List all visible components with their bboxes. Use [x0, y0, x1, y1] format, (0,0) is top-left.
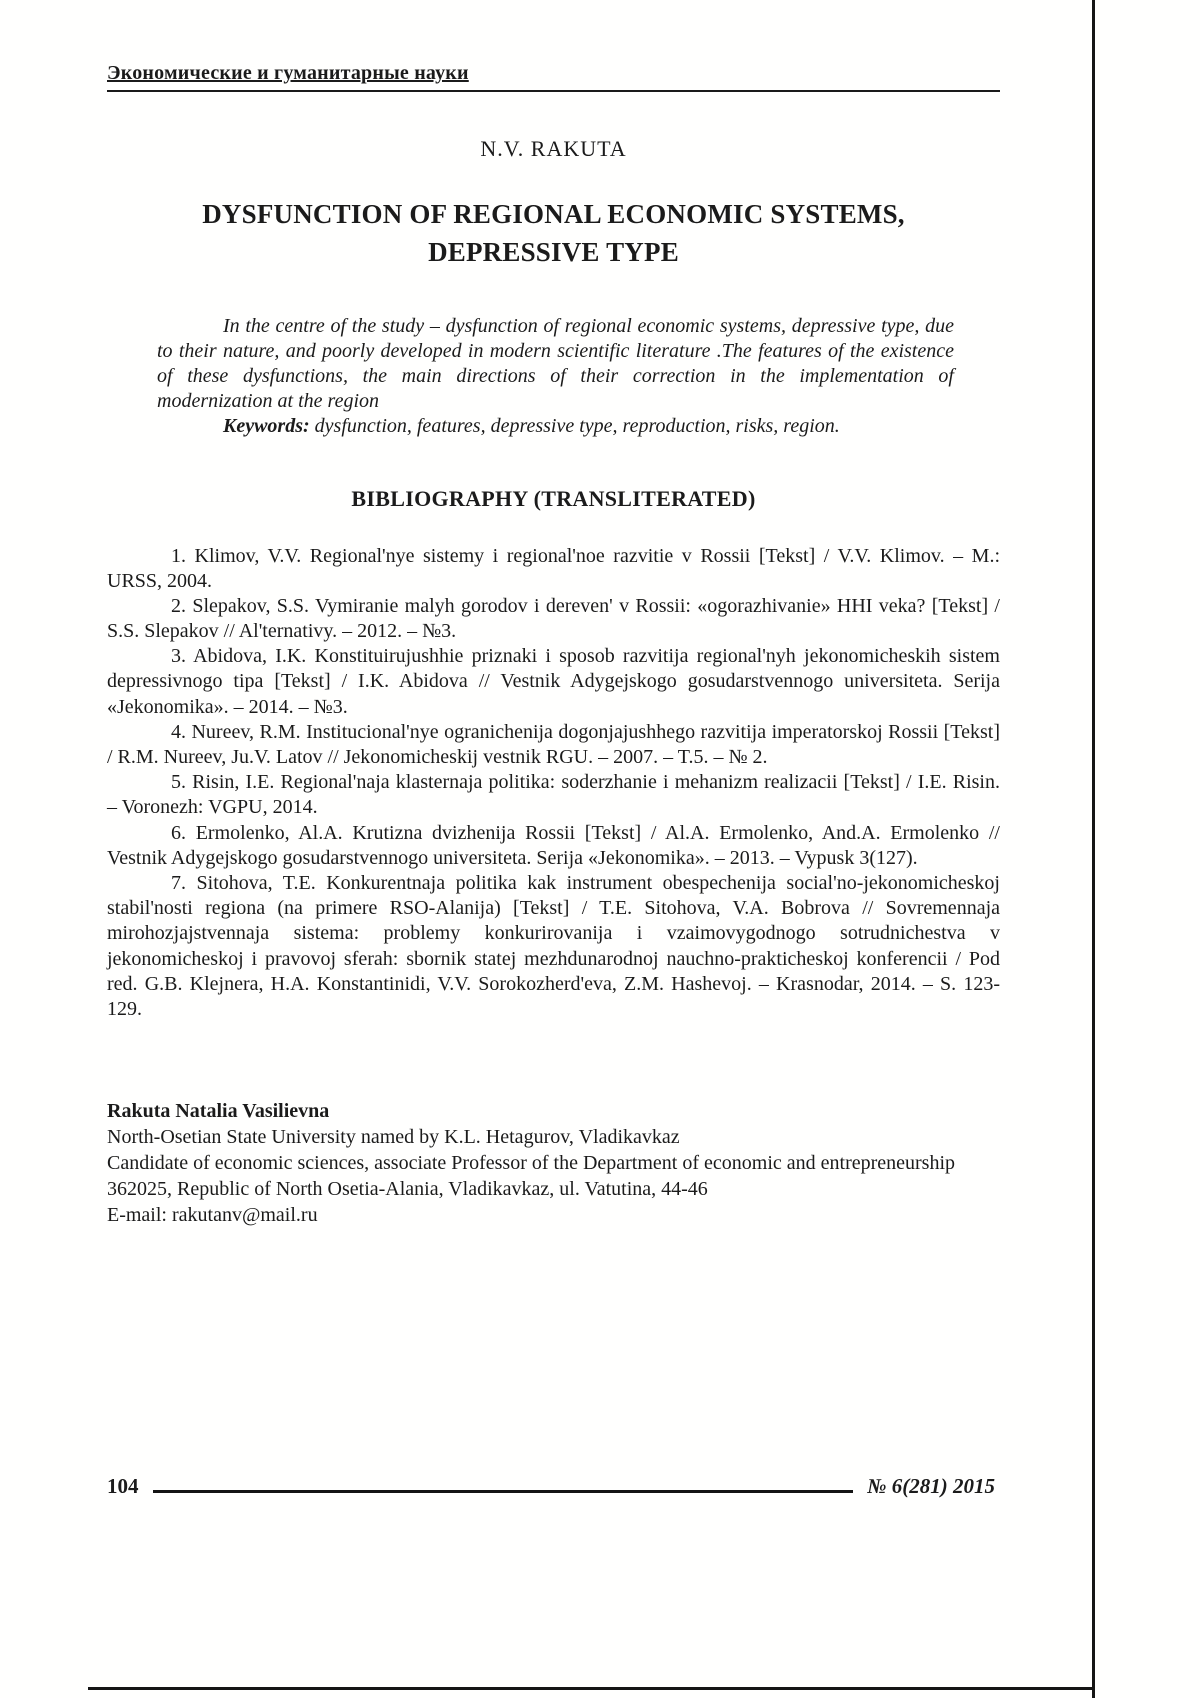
page-footer — [107, 1474, 995, 1499]
article-title: DYSFUNCTION OF REGIONAL ECONOMIC SYSTEMS, DEPRESSIVE TYPE — [202, 199, 905, 267]
reference-item: 5. Risin, I.E. Regional'naja klasternaja politika: soderzhanie i mehanizm realizacii [Tekst] / I.E. Risin. – Voronezh: VGPU, 2014. — [107, 771, 1000, 819]
article-author: N.V. RAKUTA — [480, 136, 627, 161]
page-scan-edge-right — [1092, 0, 1095, 1698]
author-email: E-mail: rakutanv@mail.ru — [107, 1204, 318, 1227]
author-affiliation: North-Osetian State University named by K.L. Hetagurov, Vladikavkaz — [107, 1126, 680, 1149]
page-content — [107, 0, 1000, 1228]
keywords-text: dysfunction, features, depressive type, reproduction, risks, region. — [309, 415, 840, 438]
keywords-label: Keywords: — [223, 415, 310, 438]
reference-item: 3. Abidova, I.K. Konstituirujushhie priznaki i sposob razvitija regional'nyh jekonomicheskih sistem depressivnogo tipa [Tekst] / I.K. Abidova // Vestnik Adygejskogo gosudarstvennogo universiteta. Serija «Jekonomika». – 2014. – №3. — [107, 645, 1000, 718]
author-address: 362025, Republic of North Osetia-Alania, Vladikavkaz, ul. Vatutina, 44-46 — [107, 1178, 708, 1201]
author-position: Candidate of economic sciences, associate Professor of the Department of economic and entrepreneurship — [107, 1152, 956, 1175]
author-full-name: Rakuta Natalia Vasilievna — [107, 1100, 330, 1123]
reference-item: 7. Sitohova, T.E. Konkurentnaja politika kak instrument obespechenija social'no-jekonomicheskoj stabil'nosti regiona (na primere RSO-Alanija) [Tekst] / T.E. Sitohova, V.A. Bobrova // Sovremennaja mirohozjajstvennaja sistema: problemy konkurirovanija i vzaimovygodnogo sotrudnichestva v jekonomicheskoj i pravovoj sferah: sbornik statej mezhdunarodnoj nauchno-prakticheskoj konferencii / Pod red. G.B. Klejnera, H.A. Konstantinidi, V.V. Sorokozherd'eva, Z.M. Hashevoj. – Krasnodar, 2014. – S. 123-129. — [107, 871, 1000, 1020]
issue-number: № 6(281) 2015 — [867, 1474, 995, 1498]
reference-list — [107, 544, 1000, 1023]
abstract-text: In the centre of the study – dysfunction of regional economic systems, depressive type, due to their nature, and poorly developed in modern scientific literature .The features of the existence of these dysfunctions, the main directions of their correction in the implementation of modernization at the region — [157, 314, 954, 413]
page-number: 104 — [107, 1474, 139, 1498]
author-info-block — [107, 1098, 1000, 1228]
footer-rule — [153, 1490, 854, 1493]
reference-item: 4. Nureev, R.M. Institucional'nye ogranichenija dogonjajushhego razvitija imperatorskoj Rossii [Tekst] / R.M. Nureev, Ju.V. Latov // Jekonomicheskij vestnik RGU. – 2007. – T.5. – № 2. — [107, 720, 1000, 769]
running-header — [107, 62, 1000, 92]
keywords-line — [157, 414, 954, 439]
reference-item: 6. Ermolenko, Al.A. Krutizna dvizhenija Rossii [Tekst] / Al.A. Ermolenko, And.A. Ermolenko // Vestnik Adygejskogo gosudarstvennogo universiteta. Serija «Jekonomika». – 2013. – Vypusk 3(127). — [107, 821, 1000, 869]
bibliography-heading: BIBLIOGRAPHY (TRANSLITERATED) — [351, 485, 756, 511]
journal-section-title: Экономические и гуманитарные науки — [107, 62, 469, 84]
page-scan-edge-bottom — [88, 1687, 1095, 1690]
reference-item: 2. Slepakov, S.S. Vymiranie malyh gorodov i dereven' v Rossii: «ogorazhivanie» HHI veka? [Tekst] / S.S. Slepakov // Al'ternativy. – 2012. – №3. — [107, 594, 1000, 643]
reference-item: 1. Klimov, V.V. Regional'nye sistemy i regional'noe razvitie v Rossii [Tekst] / V.V. Klimov. – M.: URSS, 2004. — [107, 544, 1000, 592]
